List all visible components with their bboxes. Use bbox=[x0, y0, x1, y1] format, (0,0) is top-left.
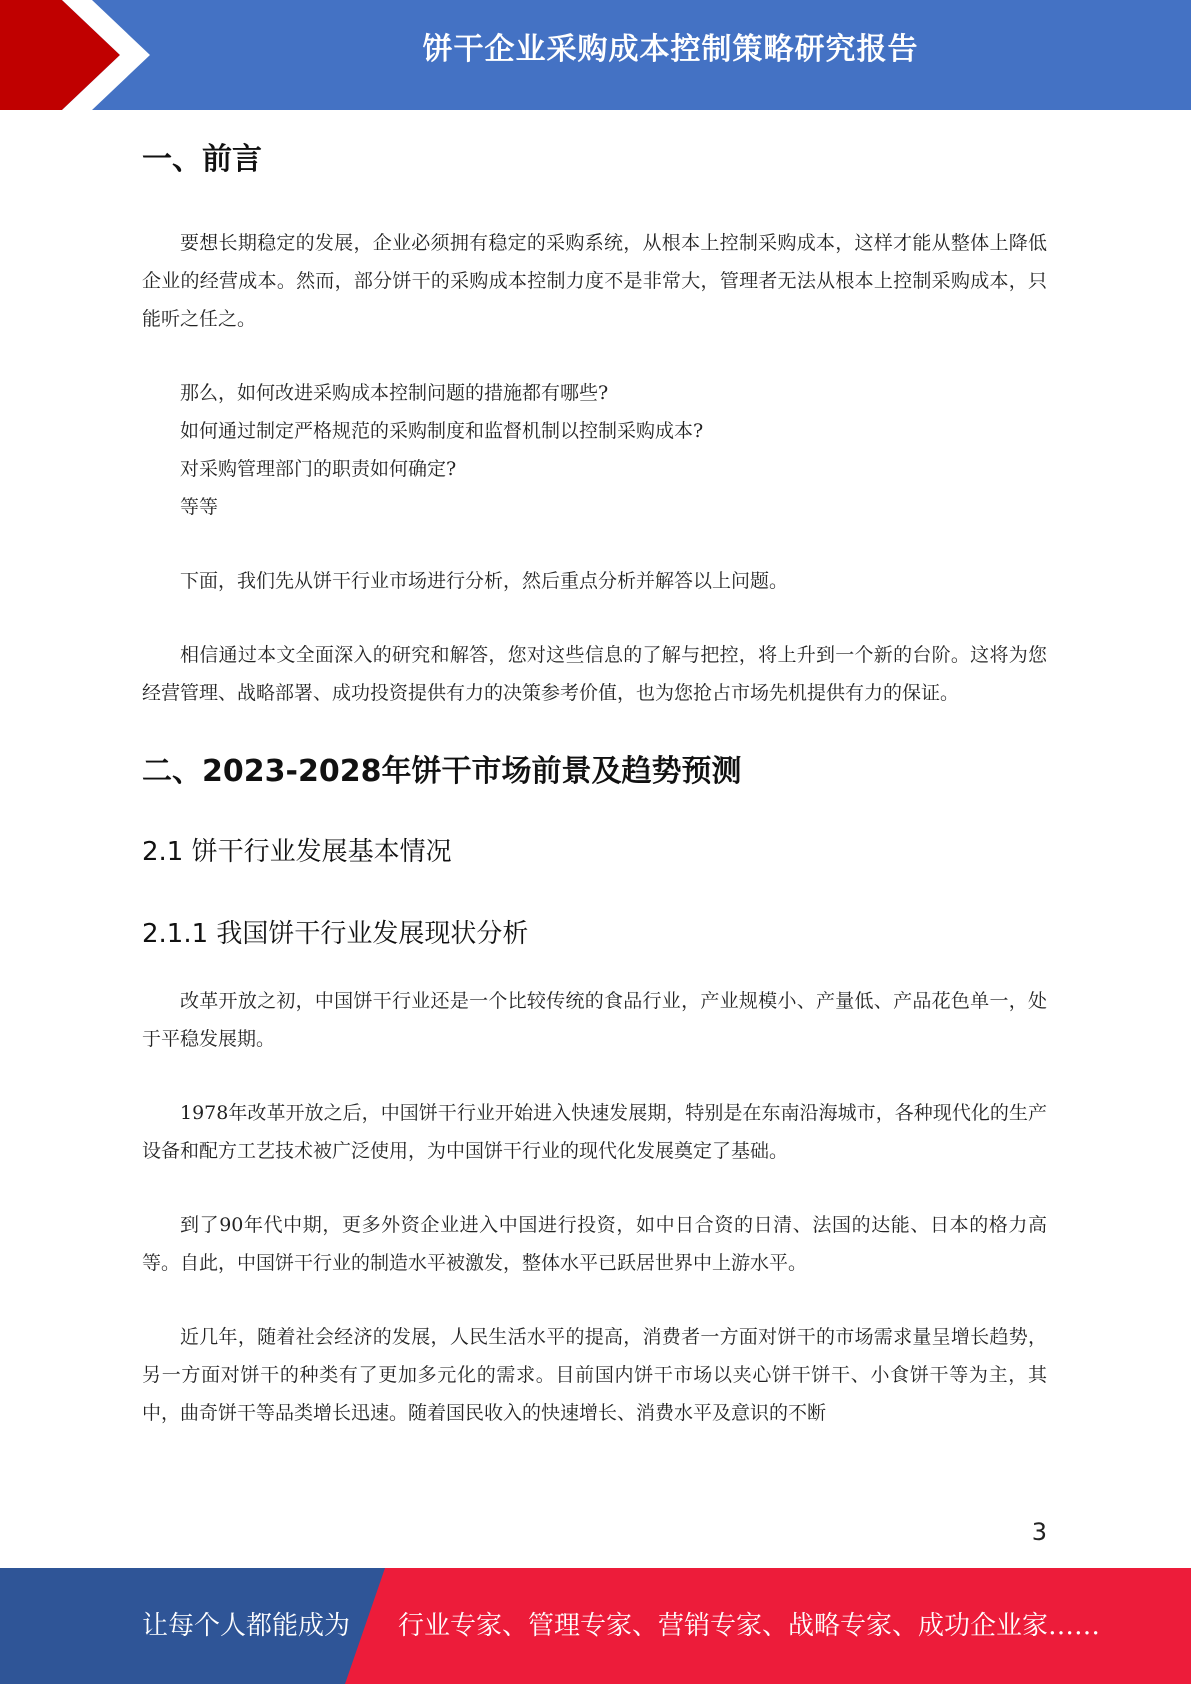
document-body bbox=[142, 138, 1047, 1432]
preface-heading: 一、前言 bbox=[142, 142, 262, 177]
footer-band bbox=[0, 1568, 1191, 1684]
market-paragraph: 到了90年代中期，更多外资企业进入中国进行投资，如中日合资的日清、法国的达能、日本的格力高等。自此，中国饼干行业的制造水平被激发，整体水平已跃居世界中上游水平。 bbox=[142, 1214, 1047, 1274]
intro-paragraph: 相信通过本文全面深入的研究和解答，您对这些信息的了解与把控，将上升到一个新的台阶。这将为您经营管理、战略部署、成功投资提供有力的决策参考价值，也为您抢占市场先机提供有力的保证。 bbox=[142, 644, 1047, 704]
footer-slogan-left: 让每个人都能成为 bbox=[142, 1611, 351, 1641]
market-paragraph: 近几年，随着社会经济的发展，人民生活水平的提高，消费者一方面对饼干的市场需求量呈增长趋势，另一方面对饼干的种类有了更加多元化的需求。目前国内饼干市场以夹心饼干饼干、小食饼干等为主，其中，曲奇饼干等品类增长迅速。随着国民收入的快速增长、消费水平及意识的不断 bbox=[142, 1326, 1047, 1424]
intro-paragraph: 下面，我们先从饼干行业市场进行分析，然后重点分析并解答以上问题。 bbox=[180, 570, 789, 592]
market-heading: 二、2023-2028年饼干市场前景及趋势预测 bbox=[142, 754, 742, 789]
question-line: 那么，如何改进采购成本控制问题的措施都有哪些? bbox=[180, 382, 609, 404]
market-paragraph: 改革开放之初，中国饼干行业还是一个比较传统的食品行业，产业规模小、产量低、产品花色单一，处于平稳发展期。 bbox=[142, 990, 1047, 1050]
question-line: 如何通过制定严格规范的采购制度和监督机制以控制采购成本? bbox=[180, 420, 704, 442]
footer-slogan-right: 行业专家、管理专家、营销专家、战略专家、成功企业家…… bbox=[398, 1611, 1101, 1641]
question-line: 对采购管理部门的职责如何确定? bbox=[180, 458, 457, 480]
header-band bbox=[0, 0, 1191, 110]
subsubsection-heading: 2.1.1 我国饼干行业发展现状分析 bbox=[142, 919, 529, 949]
question-line: 等等 bbox=[180, 496, 219, 518]
market-paragraph: 1978年改革开放之后，中国饼干行业开始进入快速发展期，特别是在东南沿海城市，各种现代化的生产设备和配方工艺技术被广泛使用，为中国饼干行业的现代化发展奠定了基础。 bbox=[142, 1102, 1047, 1162]
header-chevron-icon bbox=[0, 0, 160, 110]
page-number: 3 bbox=[1031, 1518, 1047, 1546]
preface-paragraph: 要想长期稳定的发展，企业必须拥有稳定的采购系统，从根本上控制采购成本，这样才能从整体上降低企业的经营成本。然而，部分饼干的采购成本控制力度不是非常大，管理者无法从根本上控制采购成本，只能听之任之。 bbox=[142, 232, 1047, 330]
subsection-heading: 2.1 饼干行业发展基本情况 bbox=[142, 837, 452, 867]
document-title: 饼干企业采购成本控制策略研究报告 bbox=[422, 32, 919, 67]
